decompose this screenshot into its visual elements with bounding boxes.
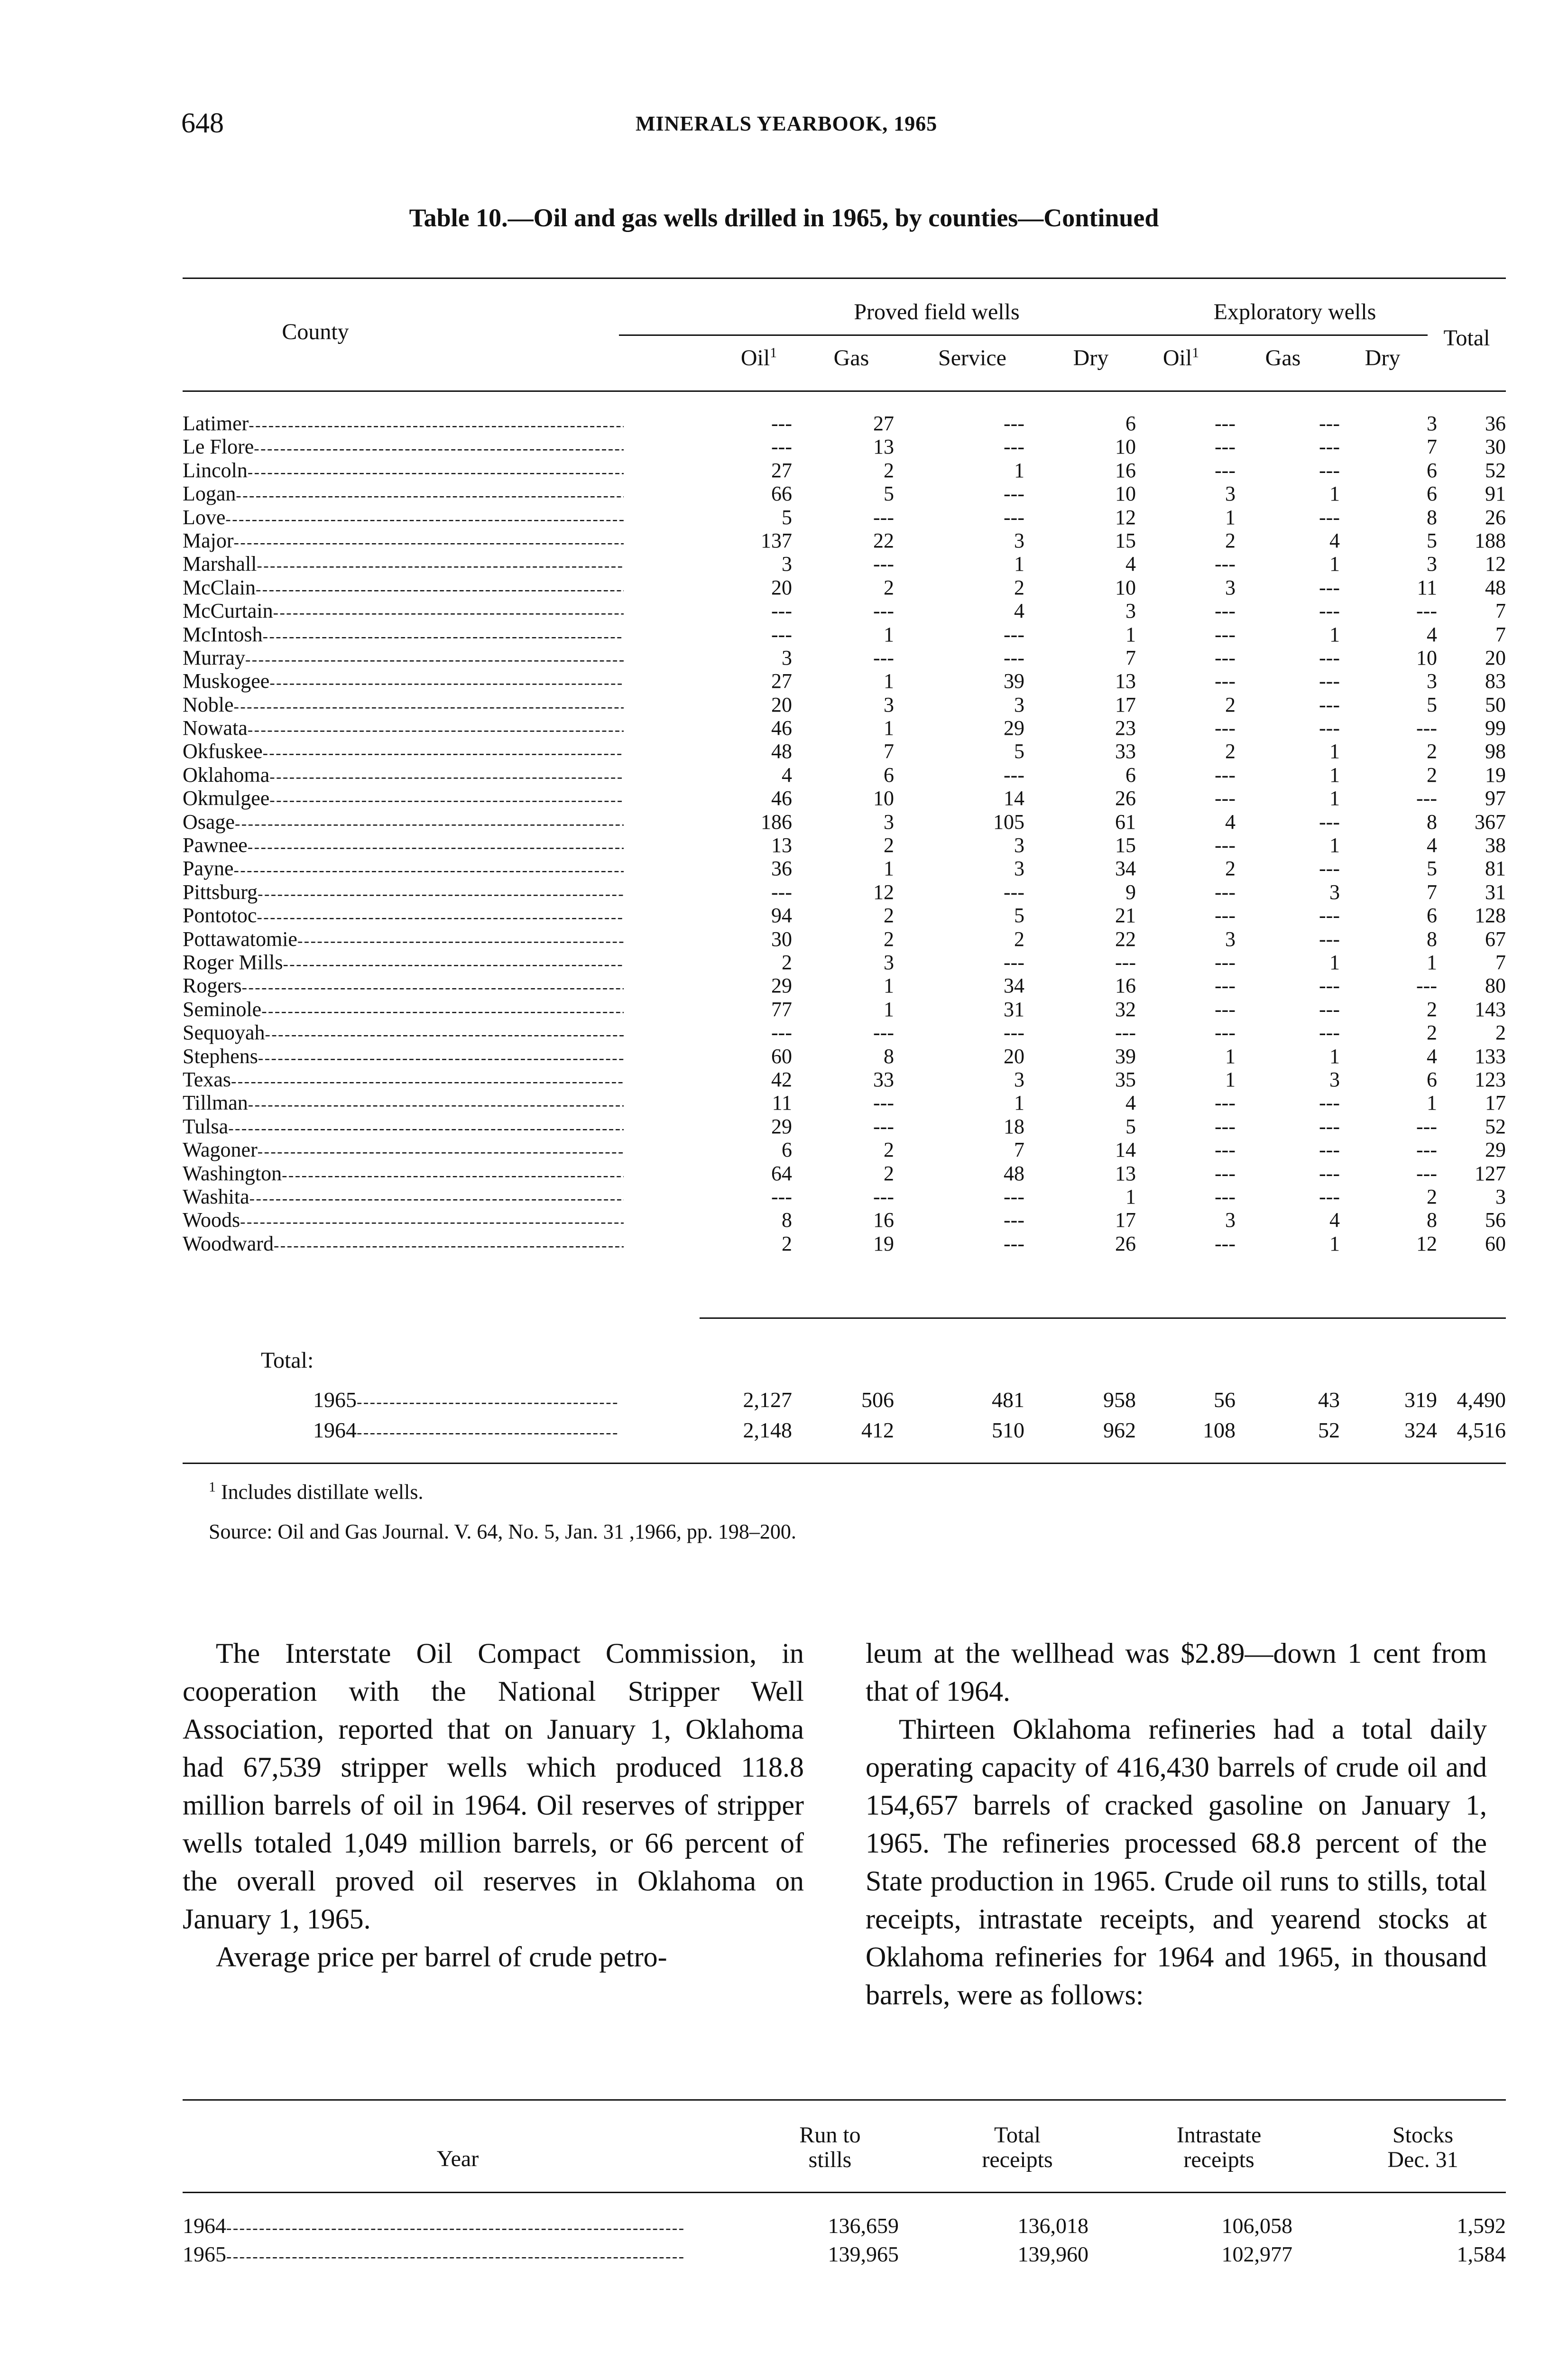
table-row: McClain - - - 20 2 2 10 3 --- 11 48 xyxy=(183,576,1506,599)
table-row: Logan - - - 66 5 --- 10 3 1 6 91 xyxy=(183,482,1506,505)
county-name: Tulsa - - - xyxy=(183,1115,624,1140)
table-bottom-rule xyxy=(183,1463,1506,1464)
refinery-header-intrastate-receipts: Intrastate receipts xyxy=(1176,2122,1262,2172)
county-name: Stephens - - - xyxy=(183,1045,624,1070)
table-row: Washita - - - --- --- --- 1 --- --- 2 3 xyxy=(183,1185,1506,1208)
county-name: Okmulgee - - - xyxy=(183,787,624,812)
text-column-left xyxy=(183,1634,804,1976)
header-county: County xyxy=(282,319,349,344)
header-proved-gas: Gas xyxy=(833,345,869,371)
table-row: Rogers - - - 29 1 34 16 --- --- --- 80 xyxy=(183,974,1506,997)
county-name: McIntosh - - - xyxy=(183,623,624,648)
refinery-header-stocks: Stocks Dec. 31 xyxy=(1387,2122,1458,2172)
table-row: Tulsa - - - 29 --- 18 5 --- --- --- 52 xyxy=(183,1115,1506,1138)
county-name: Murray - - - xyxy=(183,646,624,671)
header-proved-service: Service xyxy=(938,345,1006,371)
county-name: McClain - - - xyxy=(183,576,624,601)
county-name: Pontotoc - - - xyxy=(183,904,624,929)
footnote: $^1$ Includes distillate wells. xyxy=(209,1479,424,1504)
group-header-rule xyxy=(619,334,1428,336)
county-name: Osage - - - xyxy=(183,810,624,835)
county-name: Lincoln - - - xyxy=(183,459,624,484)
county-name: Payne - - - xyxy=(183,857,624,882)
table-row: Pawnee - - - 13 2 3 15 --- 1 4 38 xyxy=(183,834,1506,857)
refinery-header-year: Year xyxy=(436,2146,479,2171)
header-bottom-rule xyxy=(183,390,1506,392)
county-rows xyxy=(183,412,1506,1255)
refinery-header-run-to-stills: Run to stills xyxy=(799,2122,861,2172)
table-row: Nowata - - - 46 1 29 23 --- --- --- 99 xyxy=(183,716,1506,740)
table-row: Stephens - - - 60 8 20 39 1 1 4 133 xyxy=(183,1045,1506,1068)
totals-label: Total: xyxy=(261,1348,314,1373)
table-row: Muskogee - - - 27 1 39 13 --- --- 3 83 xyxy=(183,669,1506,693)
refinery-header-total-receipts: Total receipts xyxy=(982,2122,1053,2172)
refinery-row-1964: 1964 - - - 136,659 136,018 106,058 1,592 xyxy=(183,2213,1506,2242)
county-name: Major - - - xyxy=(183,529,624,554)
header-total: Total xyxy=(1443,325,1490,351)
source-note: Source: Oil and Gas Journal. V. 64, No. 5, Jan. 31 ,1966, pp. 198–200. xyxy=(209,1520,796,1543)
table-row: Love - - - 5 --- --- 12 1 --- 8 26 xyxy=(183,506,1506,529)
county-name: Woodward - - - xyxy=(183,1232,624,1257)
table-row: Roger Mills - - - 2 3 --- --- --- 1 1 7 xyxy=(183,951,1506,974)
county-name: Nowata - - - xyxy=(183,716,624,741)
table-title: Table 10.—Oil and gas wells drilled in 1965, by counties—Continued xyxy=(409,204,1159,232)
header-exploratory-gas: Gas xyxy=(1265,345,1301,371)
header-exploratory-dry: Dry xyxy=(1365,345,1401,371)
county-name: Logan - - - xyxy=(183,482,624,507)
header-proved-oil: Oil$^1$ xyxy=(740,345,777,371)
table-row: Osage - - - 186 3 105 61 4 --- 8 367 xyxy=(183,810,1506,834)
table-row: Major - - - 137 22 3 15 2 4 5 188 xyxy=(183,529,1506,552)
header-exploratory-wells: Exploratory wells xyxy=(1213,299,1376,324)
paragraph: Thirteen Oklahoma refineries had a total daily operating capacity of 416,430 barrels of crude oil and 154,657 barrels of cracked gasoline on January 1, 1965. The refineries processed 68.8 percent of the State production in 1965. Crude oil runs to stills, total receipts, intrastate receipts, and yearend stocks at Oklahoma refineries for 1964 and 1965, in thousand barrels, were as follows: xyxy=(866,1714,1487,2011)
county-name: Wagoner - - - xyxy=(183,1138,624,1163)
county-name: Oklahoma - - - xyxy=(183,763,624,788)
county-name: Tillman - - - xyxy=(183,1091,624,1116)
table-row: McCurtain - - - --- --- 4 3 --- --- --- 7 xyxy=(183,599,1506,622)
table-row: Woodward - - - 2 19 --- 26 --- 1 12 60 xyxy=(183,1232,1506,1255)
county-name: Sequoyah - - - xyxy=(183,1021,624,1046)
refinery-row-1965: 1965 - - - 139,965 139,960 102,977 1,584 xyxy=(183,2242,1506,2270)
paragraph: leum at the wellhead was $2.89—down 1 cent from that of 1964. xyxy=(866,1638,1487,1707)
header-proved-field-wells: Proved field wells xyxy=(854,299,1020,324)
table-row: Woods - - - 8 16 --- 17 3 4 8 56 xyxy=(183,1208,1506,1232)
county-name: Muskogee - - - xyxy=(183,669,624,695)
table-row: Payne - - - 36 1 3 34 2 --- 5 81 xyxy=(183,857,1506,880)
page-header xyxy=(0,107,1568,149)
county-name: Washington - - - xyxy=(183,1162,624,1187)
table-row: Pittsburg - - - --- 12 --- 9 --- 3 7 31 xyxy=(183,880,1506,904)
county-name: McCurtain - - - xyxy=(183,599,624,624)
county-name: Le Flore - - - xyxy=(183,435,624,460)
table-row: Texas - - - 42 33 3 35 1 3 6 123 xyxy=(183,1068,1506,1091)
table-row: Pontotoc - - - 94 2 5 21 --- --- 6 128 xyxy=(183,904,1506,927)
county-name: Marshall - - - xyxy=(183,552,624,577)
county-name: Washita - - - xyxy=(183,1185,624,1210)
paragraph: The Interstate Oil Compact Commission, in cooperation with the National Stripper Well Association, reported that on January 1, Oklahoma had 67,539 stripper wells which produced 118.8 million barrels of oil in 1964. Oil reserves of stripper wells totaled 1,049 million barrels, or 66 percent of the overall proved oil reserves in Oklahoma on January 1, 1965. xyxy=(183,1638,804,1935)
table-row: Sequoyah - - - --- --- --- --- --- --- 2 2 xyxy=(183,1021,1506,1044)
refinery-header-rule xyxy=(183,2192,1506,2193)
county-name: Noble - - - xyxy=(183,693,624,718)
county-name: Texas - - - xyxy=(183,1068,624,1093)
county-name: Latimer - - - xyxy=(183,412,624,437)
county-name: Roger Mills - - - xyxy=(183,951,624,976)
table-row: Murray - - - 3 --- --- 7 --- --- 10 20 xyxy=(183,646,1506,669)
county-name: Love - - - xyxy=(183,506,624,531)
text-column-right xyxy=(866,1634,1487,2014)
header-exploratory-oil: Oil$^1$ xyxy=(1162,345,1199,371)
table-top-rule xyxy=(183,278,1506,279)
refinery-top-rule xyxy=(183,2099,1506,2101)
table-row: Washington - - - 64 2 48 13 --- --- --- 127 xyxy=(183,1162,1506,1185)
table-row: Seminole - - - 77 1 31 32 --- --- 2 143 xyxy=(183,998,1506,1021)
totals-rule xyxy=(700,1317,1506,1319)
county-name: Rogers - - - xyxy=(183,974,624,999)
table-row: Le Flore - - - --- 13 --- 10 --- --- 7 30 xyxy=(183,435,1506,458)
table-row: Okmulgee - - - 46 10 14 26 --- 1 --- 97 xyxy=(183,787,1506,810)
county-name: Pittsburg - - - xyxy=(183,880,624,906)
table-row: Lincoln - - - 27 2 1 16 --- --- 6 52 xyxy=(183,459,1506,482)
table-row: Okfuskee - - - 48 7 5 33 2 1 2 98 xyxy=(183,740,1506,763)
page-number: 648 xyxy=(181,107,224,139)
county-name: Seminole - - - xyxy=(183,998,624,1023)
totals-row-1965: 1965 - - - 2,127 506 481 958 56 43 319 4,490 xyxy=(183,1387,1506,1416)
running-head: MINERALS YEARBOOK, 1965 xyxy=(636,112,938,135)
table-row: Pottawatomie - - - 30 2 2 22 3 --- 8 67 xyxy=(183,927,1506,951)
header-proved-dry: Dry xyxy=(1073,345,1109,371)
table-row: Oklahoma - - - 4 6 --- 6 --- 1 2 19 xyxy=(183,763,1506,787)
table-row: Marshall - - - 3 --- 1 4 --- 1 3 12 xyxy=(183,552,1506,575)
table-row: McIntosh - - - --- 1 --- 1 --- 1 4 7 xyxy=(183,623,1506,646)
table-row: Tillman - - - 11 --- 1 4 --- --- 1 17 xyxy=(183,1091,1506,1114)
county-name: Pottawatomie - - - xyxy=(183,927,624,953)
table-row: Wagoner - - - 6 2 7 14 --- --- --- 29 xyxy=(183,1138,1506,1161)
county-name: Woods - - - xyxy=(183,1208,624,1233)
county-name: Okfuskee - - - xyxy=(183,740,624,765)
county-name: Pawnee - - - xyxy=(183,834,624,859)
totals-row-1964: 1964 - - - 2,148 412 510 962 108 52 324 4,516 xyxy=(183,1418,1506,1446)
table-row: Latimer - - - --- 27 --- 6 --- --- 3 36 xyxy=(183,412,1506,435)
table-row: Noble - - - 20 3 3 17 2 --- 5 50 xyxy=(183,693,1506,716)
paragraph: Average price per barrel of crude petro- xyxy=(216,1941,667,1973)
